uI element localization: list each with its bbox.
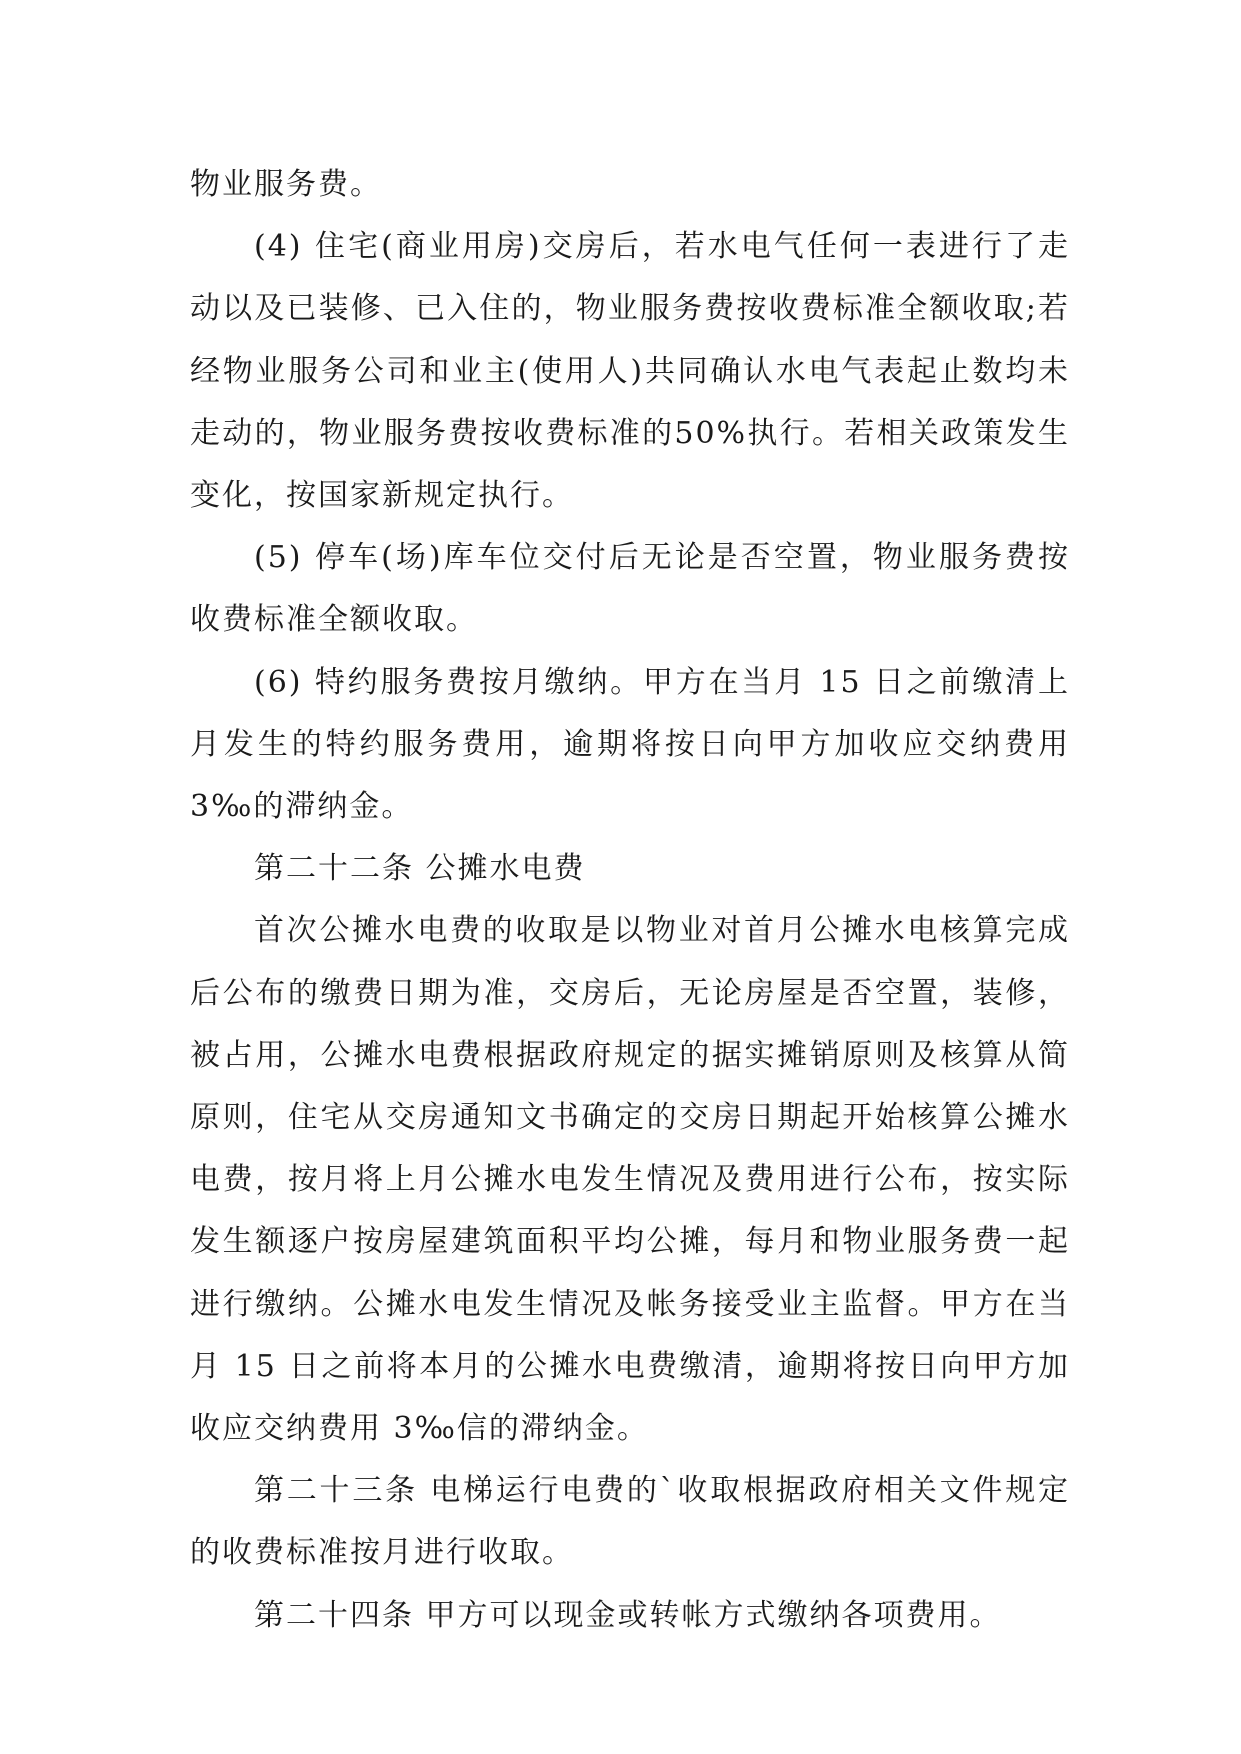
article-24: 第二十四条 甲方可以现金或转帐方式缴纳各项费用。 xyxy=(254,1597,1002,1633)
paragraph-continuation: 物业服务费。 xyxy=(190,167,382,202)
article-22-heading: 第二十二条 公摊水电费 xyxy=(254,851,586,887)
article-23: 第二十三条 电梯运行电费的`收取根据政府相关文件规定的收费标准按月进行收取。 xyxy=(190,1473,1070,1571)
paragraph-item-6: (6) 特约服务费按月缴纳。甲方在当月 15 日之前缴清上月发生的特约服务费用，逾期将按日向甲方加收应交纳费用 3‰的滞纳金。 xyxy=(190,664,1070,825)
document-body xyxy=(190,154,1070,1647)
paragraph-item-4: (4) 住宅(商业用房)交房后，若水电气任何一表进行了走动以及已装修、已入住的，物业服务费按收费标准全额收取;若经物业服务公司和业主(使用人)共同确认水电气表起止数均未走动的，物业服务费按收费标准的50%执行。若相关政策发生变化，按国家新规定执行。 xyxy=(190,229,1070,514)
paragraph-item-5: (5) 停车(场)库车位交付后无论是否空置，物业服务费按收费标准全额收取。 xyxy=(190,540,1070,638)
article-22-body: 首次公摊水电费的收取是以物业对首月公摊水电核算完成后公布的缴费日期为准，交房后，无论房屋是否空置，装修，被占用，公摊水电费根据政府规定的据实摊销原则及核算从简原则，住宅从交房通知文书确定的交房日期起开始核算公摊水电费，按月将上月公摊水电发生情况及费用进行公布，按实际发生额逐户按房屋建筑面积平均公摊，每月和物业服务费一起进行缴纳。公摊水电发生情况及帐务接受业主监督。甲方在当月 15 日之前将本月的公摊水电费缴清，逾期将按日向甲方加收应交纳费用 3‰信的滞纳金。 xyxy=(190,913,1070,1447)
